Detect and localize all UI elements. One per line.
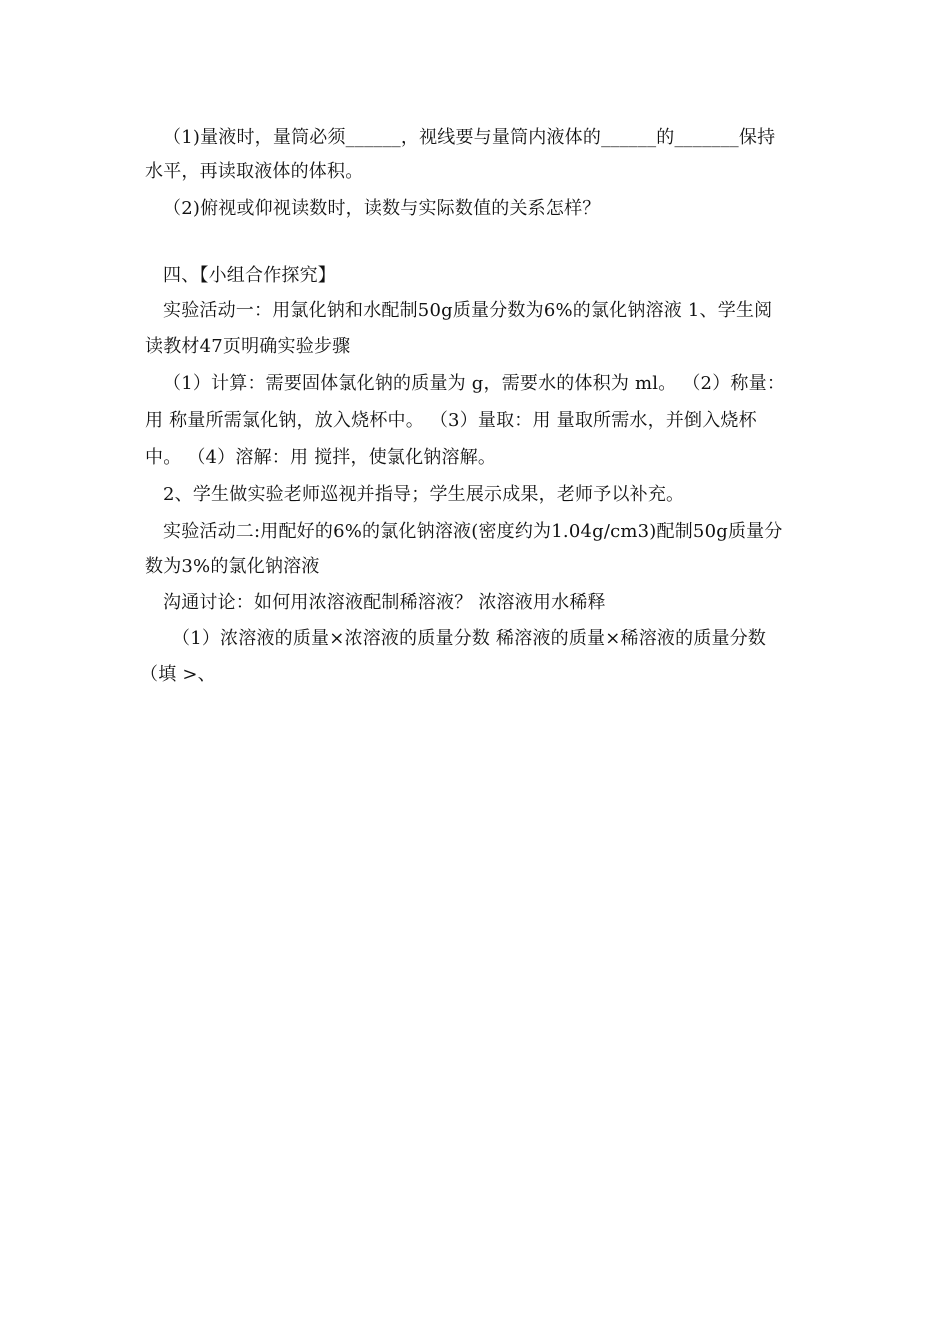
text-line-1: （1)量液时，量筒必须______，视线要与量筒内液体的______的_______保持	[163, 127, 776, 148]
text-line-9: 中。 （4）溶解：用 搅拌，使氯化钠溶解。	[145, 447, 497, 468]
text-line-12: 数为3%的氯化钠溶液	[145, 556, 320, 577]
text-line-3: （2)俯视或仰视读数时，读数与实际数值的关系怎样？	[163, 198, 601, 219]
text-line-2: 水平，再读取液体的体积。	[145, 161, 364, 182]
text-line-6: 读教材47页明确实验步骤	[145, 336, 351, 357]
text-line-10: 2、学生做实验老师巡视并指导；学生展示成果，老师予以补充。	[163, 484, 685, 505]
text-line-11: 实验活动二:用配好的6%的氯化钠溶液(密度约为1.04g/cm3)配制50g质量分	[163, 521, 783, 542]
text-line-5: 实验活动一：用氯化钠和水配制50g质量分数为6%的氯化钠溶液 1、学生阅	[163, 300, 773, 321]
text-line-7: （1）计算：需要固体氯化钠的质量为 g，需要水的体积为 ml。 （2）称量：	[163, 373, 786, 394]
text-line-14: （1）浓溶液的质量×浓溶液的质量分数 稀溶液的质量×稀溶液的质量分数	[172, 628, 767, 649]
section-heading: 四、【小组合作探究】	[163, 265, 336, 286]
text-line-15: （填 >、	[140, 664, 216, 685]
text-line-8: 用 称量所需氯化钠，放入烧杯中。 （3）量取：用 量取所需水，并倒入烧杯	[145, 410, 757, 431]
text-line-13: 沟通讨论：如何用浓溶液配制稀溶液？ 浓溶液用水稀释	[163, 592, 606, 613]
